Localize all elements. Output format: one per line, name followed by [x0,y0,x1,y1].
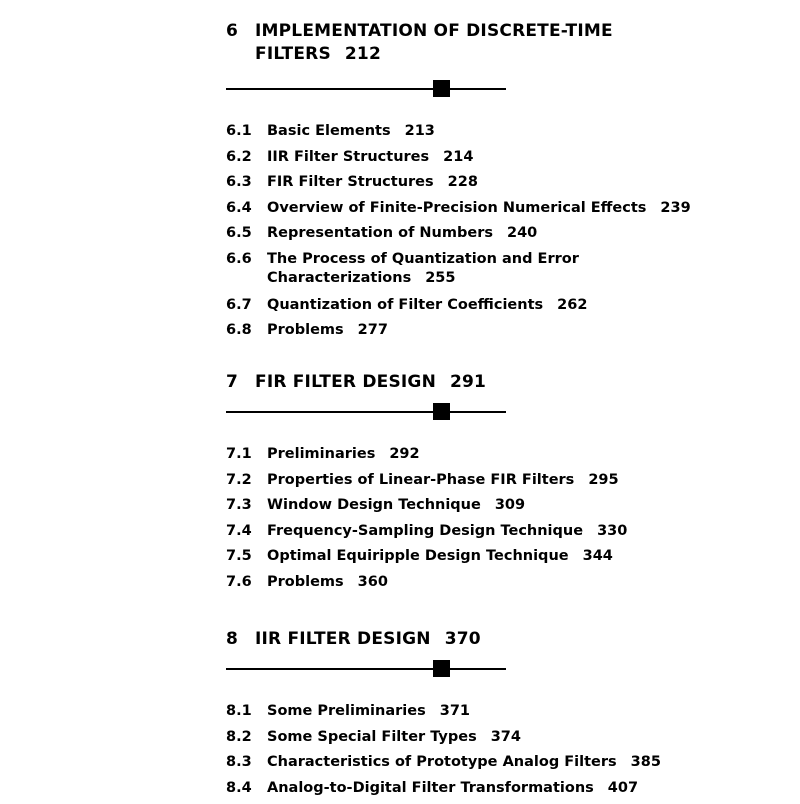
section-title: Overview of Finite-Precision Numerical Effects [267,199,647,216]
section-number: 8.1 [226,703,252,719]
chapter-page-number: 212 [344,44,381,64]
section-title: Window Design Technique [267,497,481,513]
rule-line [226,411,506,413]
section-page: 295 [588,471,619,488]
chapter-title-line-1: IMPLEMENTATION OF DISCRETE-TIME [255,21,613,41]
rule-square-icon [433,660,450,677]
section-page: 262 [557,296,588,313]
chapter-7 [226,371,746,598]
section-page: 277 [357,322,388,338]
section-number: 6.5 [226,225,252,241]
section-entry [226,471,746,490]
section-page: 292 [389,446,420,462]
section-page: 344 [582,548,613,564]
section-entry [226,296,746,315]
chapter-heading [226,371,746,394]
section-title: FIR Filter Structures [267,174,434,190]
rule-line [226,668,506,670]
section-number: 7.1 [226,446,252,462]
chapter-number: 6 [226,21,239,41]
section-number: 6.1 [226,123,252,139]
section-number: 6.3 [226,174,252,190]
section-number: 6.7 [226,296,252,313]
chapter-title: FIR FILTER DESIGN [255,372,436,392]
section-list [226,445,746,592]
section-title: Problems [267,322,344,338]
section-title: The Process of Quantization and Error [267,250,579,267]
section-entry [226,250,746,288]
section-title: Problems [267,573,344,590]
section-title: IIR Filter Structures [267,148,430,165]
section-entry [226,148,746,167]
section-entry [226,173,746,192]
section-number: 6.8 [226,322,252,338]
rule-square-icon [433,80,450,97]
section-entry [226,779,746,798]
section-title: Quantization of Filter Coefficients [267,296,544,313]
chapter-page-number: 370 [444,629,481,649]
chapter-heading [226,628,746,651]
section-number: 8.3 [226,754,252,770]
section-entry [226,321,746,340]
chapter-rule [226,660,506,678]
section-entry [226,753,746,772]
section-title: Analog-to-Digital Filter Transformations [267,779,594,796]
section-number: 7.6 [226,573,252,590]
section-page: 214 [443,148,474,165]
chapter-number: 7 [226,372,239,392]
section-number: 8.2 [226,728,252,745]
section-page: 360 [357,573,388,590]
section-entry [226,224,746,243]
section-page: 371 [439,703,471,719]
chapter-title: IIR FILTER DESIGN [255,629,431,649]
section-entry [226,445,746,464]
section-number: 6.6 [226,250,252,267]
section-number: 7.3 [226,497,252,513]
section-entry [226,199,746,218]
chapter-number: 8 [226,629,239,649]
section-page: 228 [447,174,478,190]
section-entry [226,702,746,721]
rule-square-icon [433,403,450,420]
section-title: Some Preliminaries [267,703,426,719]
section-entry [226,728,746,747]
section-number: 7.5 [226,548,252,564]
chapter-heading [226,20,746,66]
section-page: 374 [490,728,521,745]
section-number: 8.4 [226,779,252,796]
section-page: 330 [597,522,628,539]
section-number: 7.2 [226,471,252,488]
section-title: Characteristics of Prototype Analog Filters [267,754,617,770]
section-entry [226,496,746,515]
section-page: 213 [404,123,435,139]
chapter-8 [226,628,746,804]
section-entry [226,547,746,566]
section-number: 6.4 [226,199,252,216]
section-entry [226,122,746,141]
section-page: 239 [660,199,691,216]
rule-line [226,88,506,90]
section-entry [226,573,746,592]
section-number: 6.2 [226,148,252,165]
section-title: Properties of Linear-Phase FIR Filters [267,471,575,488]
section-title: Frequency-Sampling Design Technique [267,522,584,539]
chapter-rule [226,403,506,421]
section-number: 7.4 [226,522,252,539]
section-title: Basic Elements [267,123,391,139]
section-entry [226,522,746,541]
section-page: 309 [494,497,526,513]
chapter-6 [226,20,746,347]
section-title: Some Special Filter Types [267,728,477,745]
section-page: 385 [630,754,661,770]
section-page: 240 [506,225,538,241]
section-page: 407 [607,779,639,796]
section-title: Representation of Numbers [267,225,493,241]
chapter-rule [226,80,506,98]
chapter-title-line-2: FILTERS [255,44,331,64]
section-list [226,702,746,798]
section-list [226,122,746,340]
section-title-line-2: Characterizations [267,269,412,286]
section-title: Optimal Equiripple Design Technique [267,548,569,564]
section-title: Preliminaries [267,446,376,462]
chapter-page-number: 291 [450,372,487,392]
section-page: 255 [425,269,456,286]
